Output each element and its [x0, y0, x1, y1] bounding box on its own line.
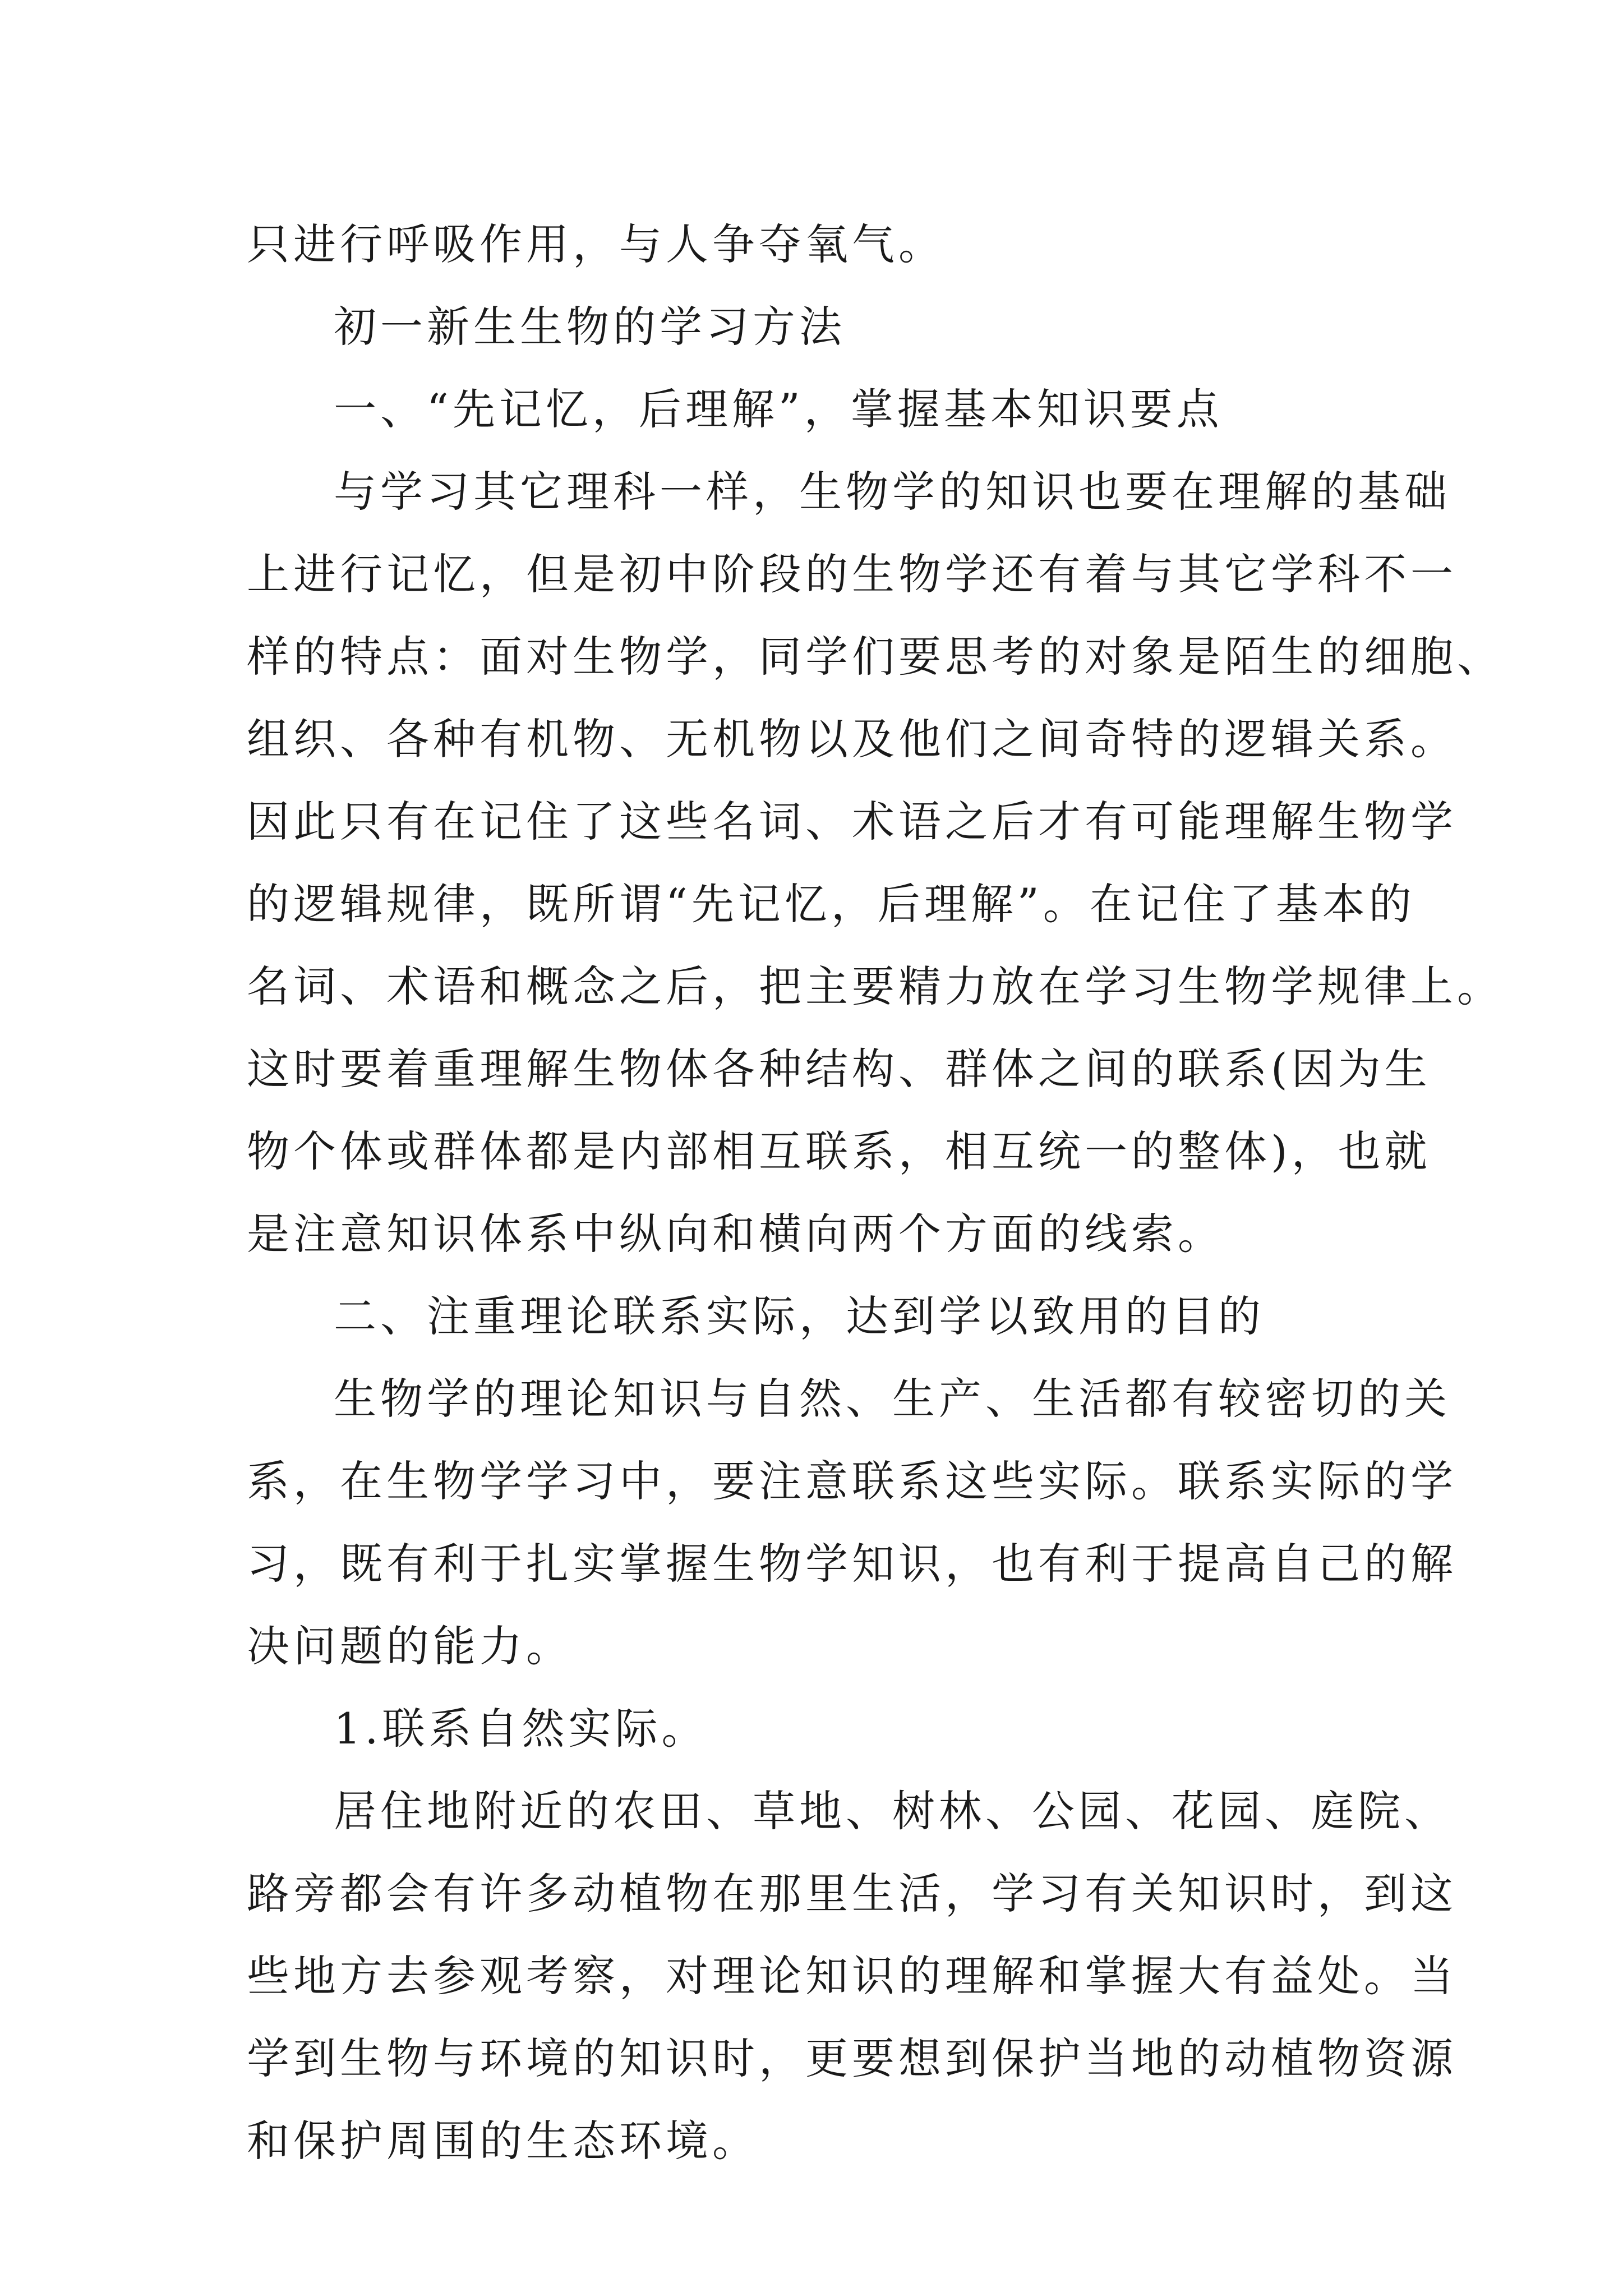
text-line: 学到生物与环境的知识时，更要想到保护当地的动植物资源: [247, 2033, 1457, 2083]
section-heading: 二、注重理论联系实际，达到学以致用的目的: [334, 1291, 1265, 1341]
text-line: 组织、各种有机物、无机物以及他们之间奇特的逻辑关系。: [247, 714, 1457, 764]
text-line: 是注意知识体系中纵向和横向两个方面的线索。: [247, 1209, 1224, 1259]
text-line: 系，在生物学学习中，要注意联系这些实际。联系实际的学: [247, 1456, 1457, 1506]
body-text: [247, 203, 1504, 2182]
text-line: 上进行记忆，但是初中阶段的生物学还有着与其它学科不一: [247, 549, 1457, 599]
section-heading: 一、“先记忆，后理解”，掌握基本知识要点: [334, 384, 1223, 434]
text-line: 与学习其它理科一样，生物学的知识也要在理解的基础: [334, 467, 1451, 517]
subsection-heading: 1.联系自然实际。: [334, 1704, 708, 1754]
text-line: 和保护周围的生态环境。: [247, 2116, 759, 2166]
text-line: 些地方去参观考察，对理论知识的理解和掌握大有益处。当: [247, 1951, 1457, 2001]
text-line: 物个体或群体都是内部相互联系，相互统一的整体)，也就: [247, 1126, 1431, 1176]
text-line: 样的特点：面对生物学，同学们要思考的对象是陌生的细胞、: [247, 632, 1504, 682]
text-line: 生物学的理论知识与自然、生产、生活都有较密切的关: [334, 1374, 1451, 1424]
text-line: 名词、术语和概念之后，把主要精力放在学习生物学规律上。: [247, 961, 1504, 1011]
text-line: 只进行呼吸作用，与人争夺氧气。: [247, 219, 945, 269]
text-line: 决问题的能力。: [247, 1621, 573, 1671]
text-line: 的逻辑规律，既所谓“先记忆，后理解”。在记住了基本的: [247, 879, 1415, 929]
text-line: 路旁都会有许多动植物在那里生活，学习有关知识时，到这: [247, 1869, 1457, 1918]
text-line: 居住地附近的农田、草地、树林、公园、花园、庭院、: [334, 1786, 1451, 1836]
section-title: 初一新生生物的学习方法: [334, 302, 846, 352]
text-line: 习，既有利于扎实掌握生物学知识，也有利于提高自己的解: [247, 1539, 1457, 1589]
text-line: 这时要着重理解生物体各种结构、群体之间的联系(因为生: [247, 1044, 1431, 1094]
text-line: 因此只有在记住了这些名词、术语之后才有可能理解生物学: [247, 797, 1457, 846]
